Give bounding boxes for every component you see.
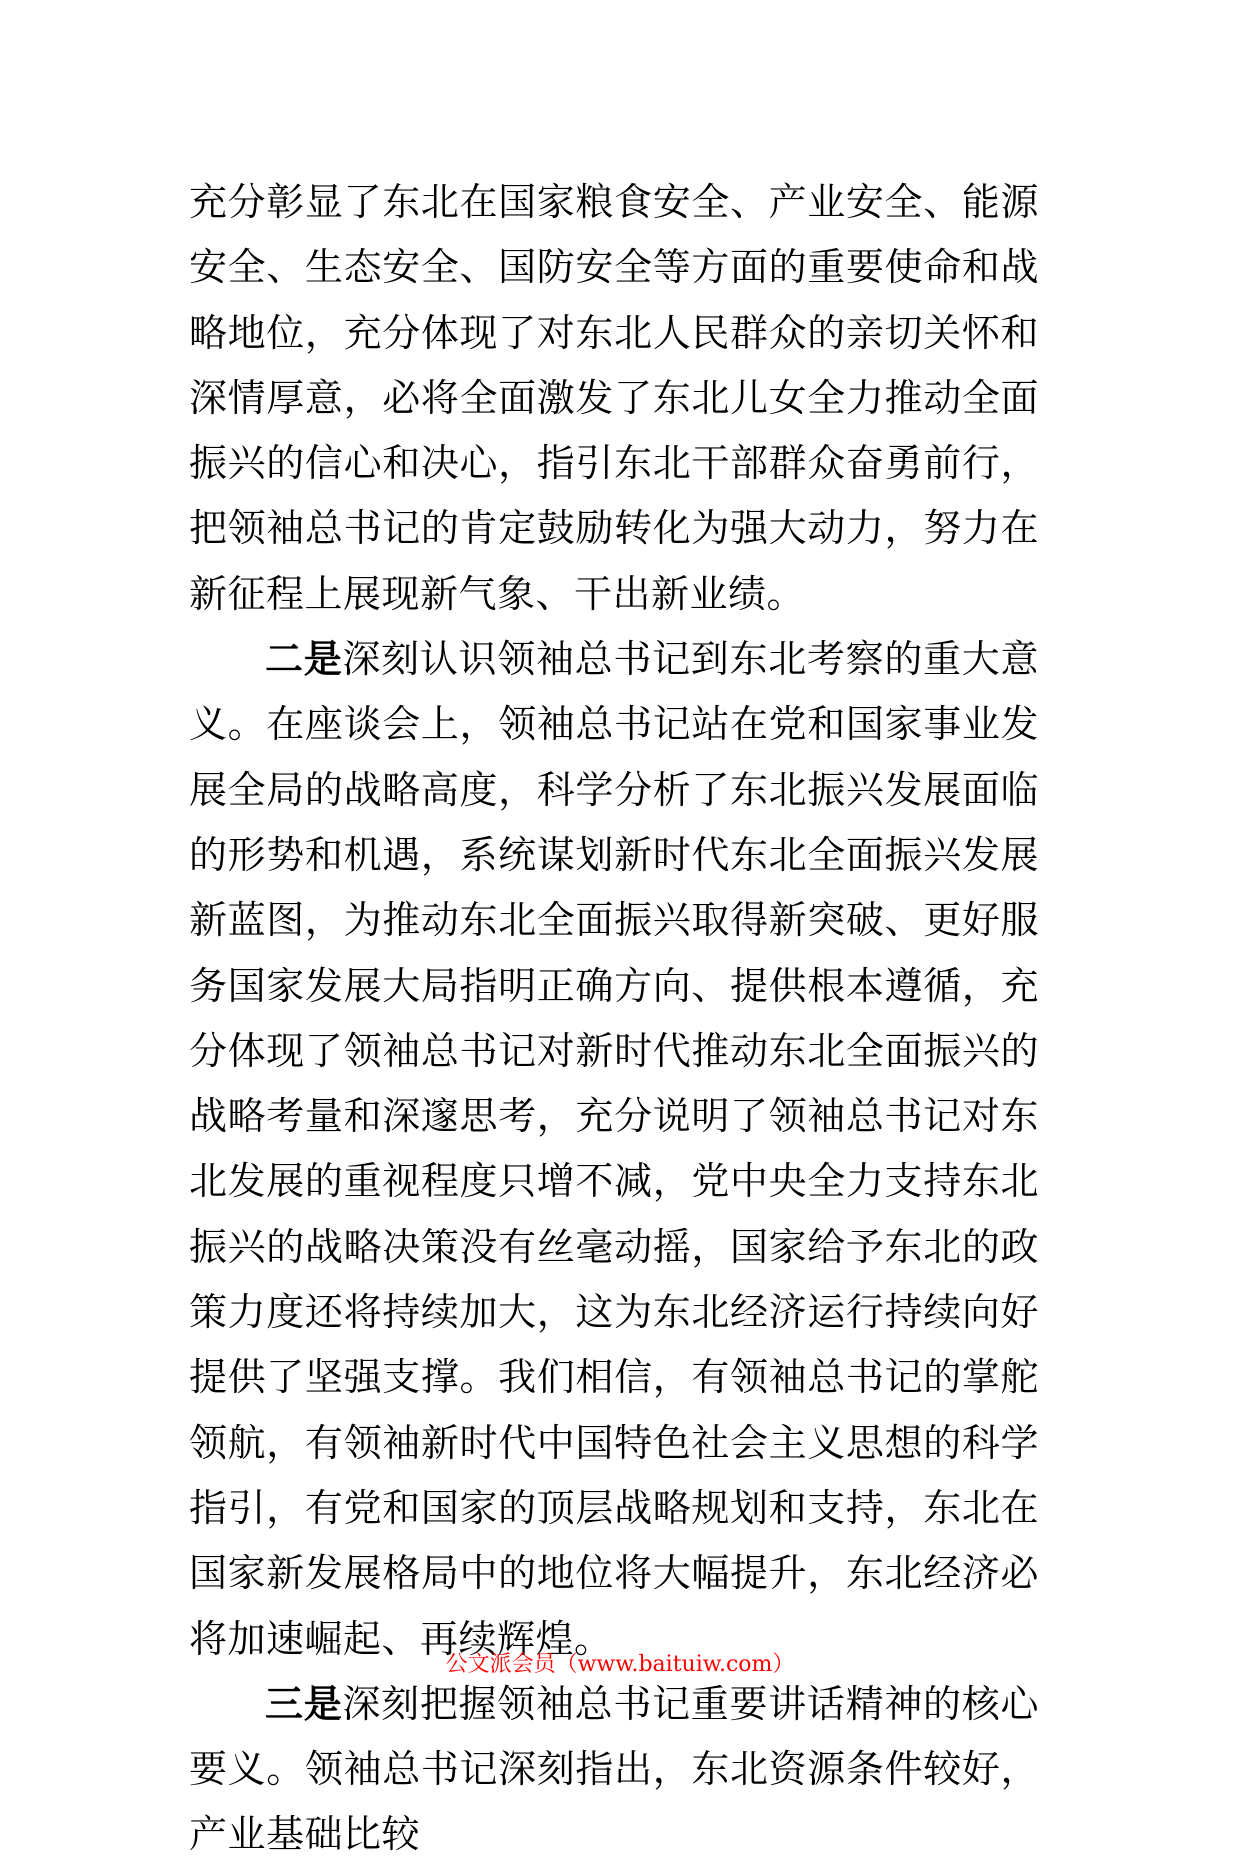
paragraph-point-three [189, 1672, 1039, 1868]
paragraph-text: 充分彰显了东北在国家粮食安全、产业安全、能源安全、生态安全、国防安全等方面的重要使命和战略地位，充分体现了对东北人民群众的亲切关怀和深情厚意，必将全面激发了东北儿女全力推动全面振兴的信心和决心，指引东北干部群众奋勇前行，把领袖总书记的肯定鼓励转化为强大动力，努力在新征程上展现新气象、干出新业绩。 [189, 180, 1039, 616]
paragraph-lead: 二是 [265, 637, 343, 682]
paragraph-text: 深刻把握领袖总书记重要讲话精神的核心要义。领袖总书记深刻指出，东北资源条件较好，产业基础比较 [189, 1681, 1039, 1857]
footer-watermark: 公文派会员（www.baituiw.com） [445, 1652, 795, 1677]
paragraph-lead: 三是 [265, 1681, 343, 1726]
paragraph-point-two [189, 627, 1039, 1672]
paragraph-text: 深刻认识领袖总书记到东北考察的重大意义。在座谈会上，领袖总书记站在党和国家事业发展全局的战略高度，科学分析了东北振兴发展面临的形势和机遇，系统谋划新时代东北全面振兴发展新蓝图，为推动东北全面振兴取得新突破、更好服务国家发展大局指明正确方向、提供根本遵循，充分体现了领袖总书记对新时代推动东北全面振兴的战略考量和深邃思考，充分说明了领袖总书记对东北发展的重视程度只增不减，党中央全力支持东北振兴的战略决策没有丝毫动摇，国家给予东北的政策力度还将持续加大，这为东北经济运行持续向好提供了坚强支撑。我们相信，有领袖总书记的掌舵领航，有领袖新时代中国特色社会主义思想的科学指引，有党和国家的顶层战略规划和支持，东北在国家新发展格局中的地位将大幅提升，东北经济必将加速崛起、再续辉煌。 [189, 637, 1039, 1661]
document-body [189, 170, 1039, 1868]
paragraph-continuation [189, 170, 1039, 627]
